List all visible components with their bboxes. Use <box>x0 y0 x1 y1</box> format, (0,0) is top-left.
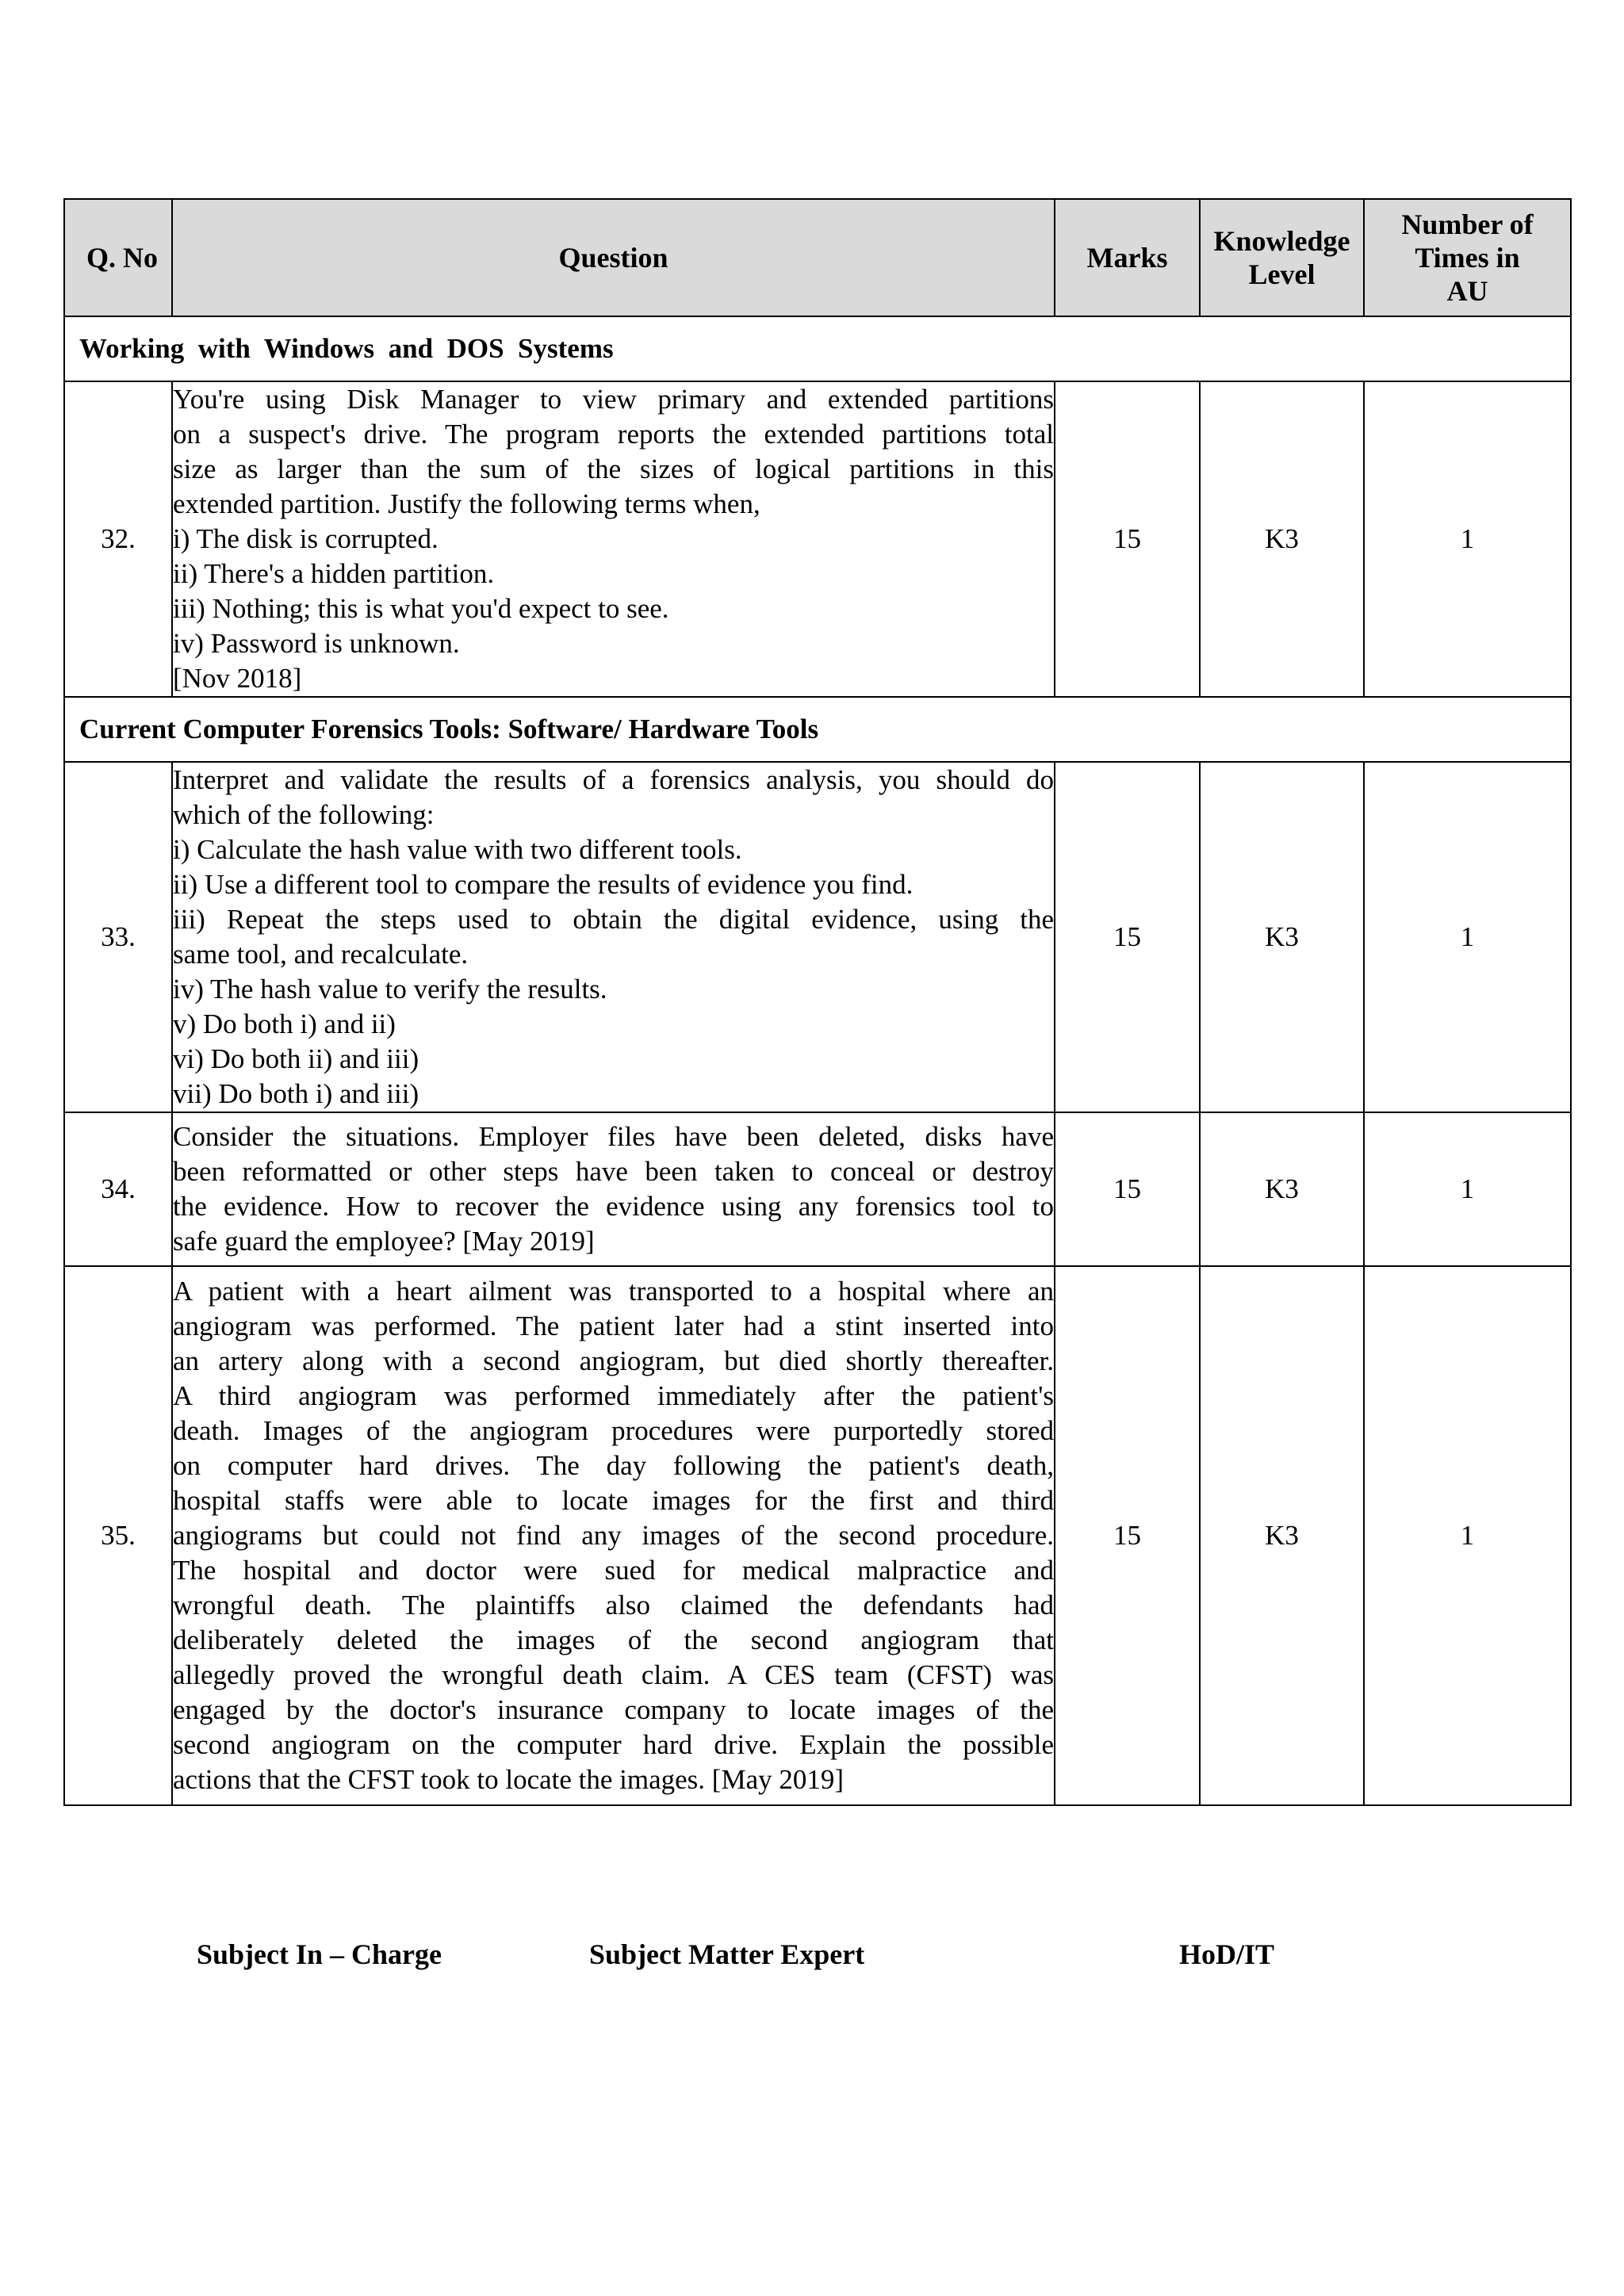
times-in-au-value: 1 <box>1364 381 1571 697</box>
question-line: on a suspect's drive. The program reports the extended partitions total <box>173 419 1054 450</box>
table-row <box>64 381 1571 697</box>
header-marks: Marks <box>1055 199 1200 316</box>
question-line: [Nov 2018] <box>173 663 302 694</box>
question-line: allegedly proved the wrongful death claim. A CES team (CFST) was <box>173 1659 1054 1690</box>
question-line: same tool, and recalculate. <box>173 939 469 970</box>
header-times-line: Times in <box>1415 242 1520 274</box>
question-line: which of the following: <box>173 799 435 830</box>
question-line: hospital staffs were able to locate images for the first and third <box>173 1485 1054 1516</box>
question-line: iii) Nothing; this is what you'd expect to see. <box>173 593 669 624</box>
header-times-line: AU <box>1446 275 1488 307</box>
header-times-in-au <box>1364 199 1571 316</box>
marks-value: 15 <box>1055 1266 1200 1805</box>
header-times-line: Number of <box>1401 209 1534 240</box>
question-text <box>172 1266 1055 1805</box>
question-text <box>172 1112 1055 1266</box>
question-line: engaged by the doctor's insurance company to locate images of the <box>173 1694 1054 1725</box>
question-line: vi) Do both ii) and iii) <box>173 1043 419 1074</box>
question-line: been reformatted or other steps have been taken to conceal or destroy <box>173 1156 1054 1187</box>
question-line: The hospital and doctor were sued for medical malpractice and <box>173 1555 1054 1586</box>
question-line: ii) There's a hidden partition. <box>173 558 495 589</box>
question-number: 35. <box>64 1266 172 1805</box>
header-knowledge-level <box>1200 199 1364 316</box>
knowledge-level-value: K3 <box>1200 762 1364 1112</box>
section-row <box>64 316 1571 381</box>
question-line: Consider the situations. Employer files have been deleted, disks have <box>173 1121 1054 1152</box>
knowledge-level-value: K3 <box>1200 1112 1364 1266</box>
question-line: on computer hard drives. The day following the patient's death, <box>173 1450 1054 1481</box>
knowledge-level-value: K3 <box>1200 381 1364 697</box>
marks-value: 15 <box>1055 762 1200 1112</box>
question-bank-table <box>63 198 1572 1806</box>
question-line: iv) The hash value to verify the results. <box>173 974 607 1004</box>
header-knowledge-level-line: Knowledge <box>1213 225 1350 257</box>
section-title: Current Computer Forensics Tools: Software/ Hardware Tools <box>64 697 1571 762</box>
question-line: wrongful death. The plaintiffs also claimed the defendants had <box>173 1590 1054 1621</box>
question-number: 32. <box>64 381 172 697</box>
question-line: safe guard the employee? [May 2019] <box>173 1226 595 1257</box>
footer-subject-in-charge: Subject In – Charge <box>197 1938 442 1970</box>
table-row <box>64 1266 1571 1805</box>
header-qno: Q. No <box>64 199 172 316</box>
question-line: A patient with a heart ailment was transported to a hospital where an <box>173 1276 1054 1307</box>
question-line: i) Calculate the hash value with two different tools. <box>173 834 742 865</box>
question-line: deliberately deleted the images of the second angiogram that <box>173 1624 1054 1655</box>
table-body <box>64 316 1571 1805</box>
question-line: angiogram was performed. The patient later had a stint inserted into <box>173 1311 1054 1341</box>
question-line: an artery along with a second angiogram, but died shortly thereafter. <box>173 1345 1054 1376</box>
question-line: Interpret and validate the results of a forensics analysis, you should do <box>173 764 1054 795</box>
times-in-au-value: 1 <box>1364 1266 1571 1805</box>
table-header-row <box>64 199 1571 316</box>
question-line: v) Do both i) and ii) <box>173 1008 396 1039</box>
question-line: death. Images of the angiogram procedures were purportedly stored <box>173 1415 1054 1446</box>
marks-value: 15 <box>1055 1112 1200 1266</box>
knowledge-level-value: K3 <box>1200 1266 1364 1805</box>
question-number: 34. <box>64 1112 172 1266</box>
section-title: Working with Windows and DOS Systems <box>64 316 1571 381</box>
question-line: second angiogram on the computer hard drive. Explain the possible <box>173 1729 1054 1760</box>
question-text <box>172 762 1055 1112</box>
footer-subject-matter-expert: Subject Matter Expert <box>589 1938 865 1970</box>
footer-hod: HoD/IT <box>1179 1938 1275 1970</box>
question-line: A third angiogram was performed immediately after the patient's <box>173 1380 1054 1411</box>
header-knowledge-level-line: Level <box>1248 258 1316 290</box>
table-row <box>64 762 1571 1112</box>
question-line: angiograms but could not find any images of the second procedure. <box>173 1520 1054 1551</box>
question-number: 33. <box>64 762 172 1112</box>
question-line: You're using Disk Manager to view primary and extended partitions <box>173 384 1054 415</box>
question-line: actions that the CFST took to locate the images. [May 2019] <box>173 1764 845 1795</box>
question-line: i) The disk is corrupted. <box>173 523 439 554</box>
question-text <box>172 381 1055 697</box>
question-line: ii) Use a different tool to compare the results of evidence you find. <box>173 869 914 900</box>
section-row <box>64 697 1571 762</box>
question-line: size as larger than the sum of the sizes of logical partitions in this <box>173 453 1054 484</box>
question-line: iii) Repeat the steps used to obtain the digital evidence, using the <box>173 904 1054 935</box>
question-line: extended partition. Justify the following terms when, <box>173 488 760 519</box>
table-row <box>64 1112 1571 1266</box>
header-question: Question <box>172 199 1055 316</box>
question-line: vii) Do both i) and iii) <box>173 1078 419 1109</box>
marks-value: 15 <box>1055 381 1200 697</box>
question-line: the evidence. How to recover the evidence using any forensics tool to <box>173 1191 1054 1222</box>
question-line: iv) Password is unknown. <box>173 628 460 659</box>
times-in-au-value: 1 <box>1364 762 1571 1112</box>
times-in-au-value: 1 <box>1364 1112 1571 1266</box>
